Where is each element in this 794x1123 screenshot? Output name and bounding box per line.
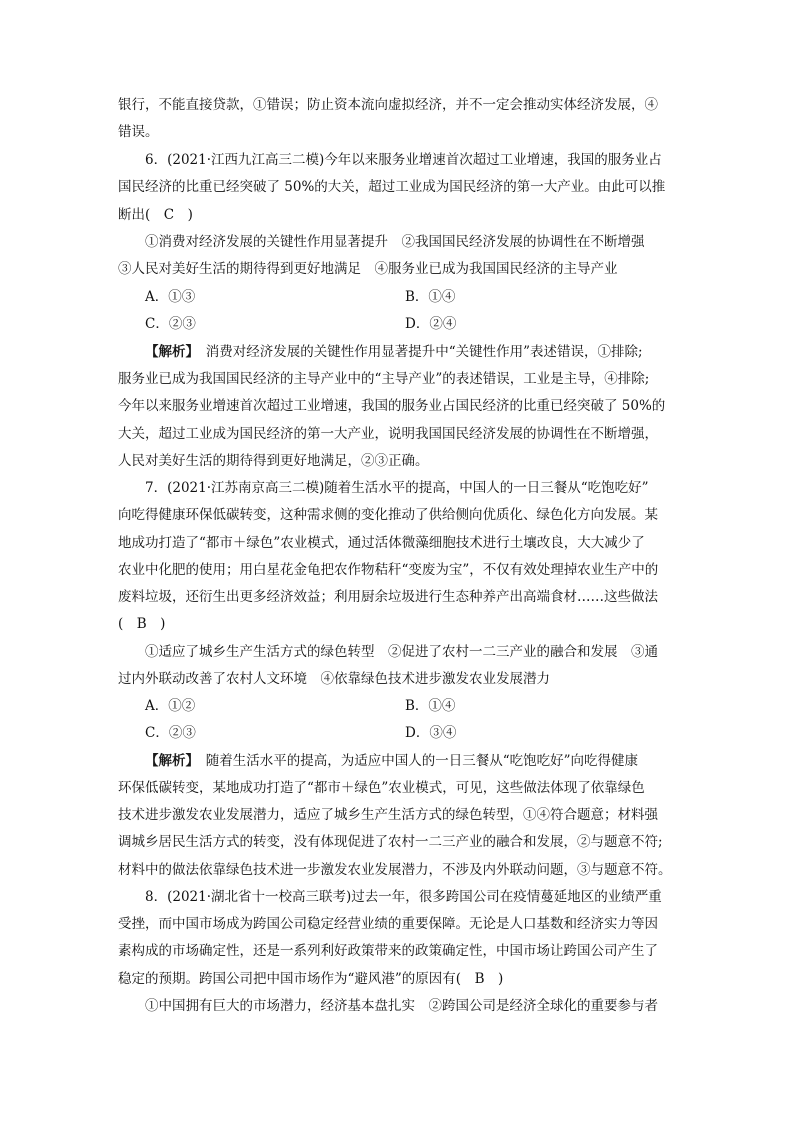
text-line: 大关，超过工业成为国民经济的第一大产业，说明我国国民经济发展的协调性在不断增强， [118, 426, 658, 442]
text-line: 向吃得健康环保低碳转变，这种需求侧的变化推动了供给侧向优质化、绿色化方向发展。某 [118, 507, 658, 523]
text-line: 调城乡居民生活方式的转变，没有体现促进了农村一二三产业的融合和发展，②与题意不符; [118, 834, 663, 850]
text-line: 废料垃圾，还衍生出更多经济效益；利用厨余垃圾进行生态种养产出高端食材……这些做法 [118, 589, 658, 605]
text-line: 环保低碳转变，某地成功打造了“都市＋绿色”农业模式，可见，这些做法体现了依靠绿色 [118, 780, 645, 796]
text-line: ①适应了城乡生产生活方式的绿色转型 ②促进了农村一二三产业的融合和发展 ③通 [145, 644, 658, 660]
text-line: ①中国拥有巨大的市场潜力，经济基本盘扎实 ②跨国公司是经济全球化的重要参与者 [145, 998, 658, 1014]
option-a: A．①③ [145, 289, 196, 305]
option-a: A．①② [145, 698, 196, 714]
text-line: 过内外联动改善了农村人文环境 ④依靠绿色技术进步激发农业发展潜力 [118, 671, 550, 687]
analysis-text: 消费对经济发展的关键性作用显著提升中“关键性作用”表述错误，①排除; [192, 344, 643, 360]
analysis-tag: 【解析】 [145, 344, 193, 360]
question-6-stem: 6．(2021·江西九江高三二模)今年以来服务业增速首次超过工业增速，我国的服务业占 [145, 152, 662, 168]
text-line: 人民对美好生活的期待得到更好地满足，②③正确。 [118, 453, 429, 469]
question-7-answer: ( B ) [118, 616, 166, 632]
text-line: 材料中的做法依靠绿色技术进一步激发农业发展潜力，不涉及内外联动问题，③与题意不符。 [118, 862, 672, 878]
option-b: B．①④ [405, 289, 456, 305]
question-6-answer: 断出( C ) [118, 207, 193, 223]
option-d: D．②④ [405, 316, 457, 332]
option-c: C．②③ [145, 316, 196, 332]
question-8-answer: 稳定的预期。跨国公司把中国市场作为“避风港”的原因有( B ) [118, 971, 504, 987]
option-b: B．①④ [405, 698, 456, 714]
text-line: 地成功打造了“都市＋绿色”农业模式，通过活体微藻细胞技术进行土壤改良，大大减少了 [118, 535, 645, 551]
text-line: 服务业已成为我国国民经济的主导产业中的“主导产业”的表述错误，工业是主导，④排除; [118, 371, 650, 387]
question-7-stem: 7．(2021·江苏南京高三二模)随着生活水平的提高，中国人的一日三餐从“吃饱吃好” [145, 480, 649, 496]
text-line: 农业中化肥的使用；用白星花金龟把农作物秸秆“变废为宝”，不仅有效处理掉农业生产中的 [118, 562, 659, 578]
text-line: ①消费对经济发展的关键性作用显著提升 ②我国国民经济发展的协调性在不断增强 [145, 234, 645, 250]
text-line: 受挫，而中国市场成为跨国公司稳定经营业绩的重要保障。无论是人口基数和经济实力等因 [118, 916, 658, 932]
text-line: 国民经济的比重已经突破了 50%的大关，超过工业成为国民经济的第一大产业。由此可以推 [118, 179, 666, 195]
text-line: ③人民对美好生活的期待得到更好地满足 ④服务业已成为我国国民经济的主导产业 [118, 261, 618, 277]
analysis-tag: 【解析】 [145, 753, 193, 769]
text-line: 素构成的市场确定性，还是一系列利好政策带来的政策确定性，中国市场让跨国公司产生了 [118, 943, 658, 959]
option-c: C．②③ [145, 725, 196, 741]
text-line: 今年以来服务业增速首次超过工业增速，我国的服务业占国民经济的比重已经突破了 50%的 [118, 398, 666, 414]
text-line: 错误。 [118, 124, 159, 140]
text-line: 技术进步激发农业发展潜力，适应了城乡生产生活方式的绿色转型，①④符合题意；材料强 [118, 807, 658, 823]
question-8-stem: 8．(2021·湖北省十一校高三联考)过去一年，很多跨国公司在疫情蔓延地区的业绩严重 [145, 889, 662, 905]
text-line: 银行，不能直接贷款，①错误；防止资本流向虚拟经济，并不一定会推动实体经济发展，④ [118, 97, 658, 113]
option-d: D．③④ [405, 725, 457, 741]
analysis-6 [145, 342, 643, 362]
analysis-text: 随着生活水平的提高，为适应中国人的一日三餐从“吃饱吃好”向吃得健康 [192, 753, 639, 769]
analysis-7 [145, 751, 638, 771]
